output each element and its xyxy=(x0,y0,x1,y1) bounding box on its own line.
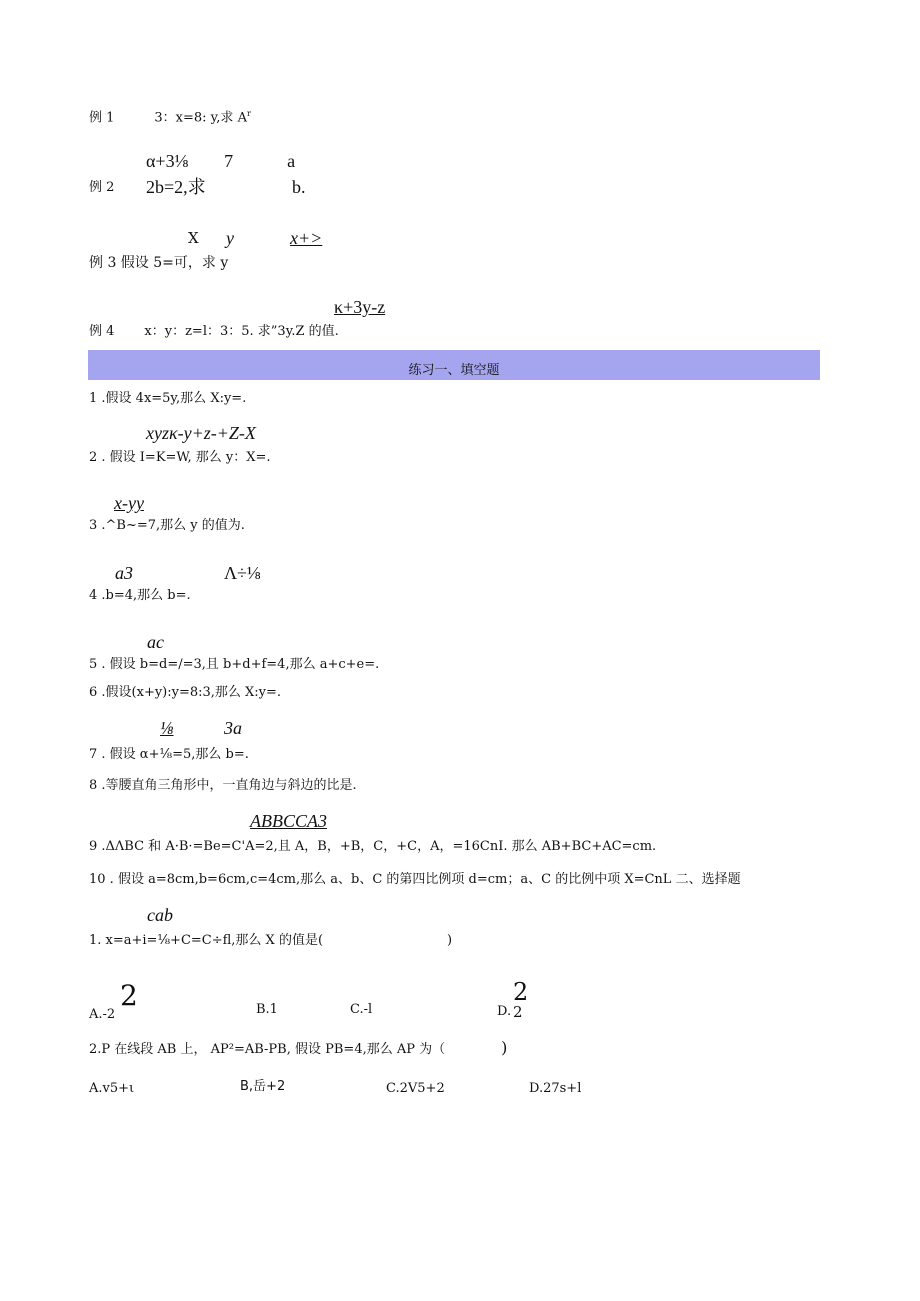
example-4 xyxy=(89,325,339,338)
question-7: 7 . 假设 α+⅛=5,那么 b=. xyxy=(89,747,249,762)
example-4-number: 例 4 xyxy=(89,324,115,339)
question-7-above-a: ⅛ xyxy=(160,718,174,738)
choice-1-option-d-numerator: 2 xyxy=(513,978,529,1006)
choice-1-option-a: A.-2 xyxy=(89,1007,116,1022)
question-9-above: ABBCCA3 xyxy=(250,811,327,831)
example-1-text: 3：x=8: y,求 A xyxy=(154,110,247,126)
question-7-above-b: 3a xyxy=(224,718,242,738)
question-1: 1 .假设 4x=5y,那么 X:y=. xyxy=(89,391,247,406)
question-3-above: x-yy xyxy=(114,493,144,513)
choice-2-option-c: C.2V5+2 xyxy=(386,1081,445,1096)
example-2-text: 2b=2,求 xyxy=(146,177,206,197)
choice-1-text: 1. x=a+i=⅛+C=C÷fl,那么 X 的值是( xyxy=(89,933,324,948)
question-4: 4 .b=4,那么 b=. xyxy=(89,588,191,603)
section-banner xyxy=(88,350,820,380)
question-8: 8 .等腰直角三角形中，一直角边与斜边的比是. xyxy=(89,778,357,793)
choice-1 xyxy=(89,934,452,947)
example-1-number: 例 1 xyxy=(89,110,115,126)
question-2-above: xyzκ-y+z-+Z-X xyxy=(146,423,256,443)
example-3-text: 例 3 假设 5=可，求 y xyxy=(89,255,229,271)
choice-2 xyxy=(89,1040,507,1056)
choice-2-option-b: B,岳+2 xyxy=(240,1079,286,1094)
example-3-above-y: y xyxy=(226,228,234,248)
example-3-above-xplus: x+> xyxy=(290,228,323,248)
example-2 xyxy=(89,181,114,194)
question-4-above-b: Λ÷⅛ xyxy=(224,563,261,583)
choice-1-option-c: C.-l xyxy=(350,1002,373,1017)
choice-1-option-d-denominator: 2 xyxy=(513,1003,523,1021)
choice-1-above: cab xyxy=(147,905,173,925)
question-4-above-a: a3 xyxy=(115,563,133,583)
choice-1-option-d: D. xyxy=(497,1004,512,1019)
example-4-text: x：y：z=l：3：5. 求”3y.Z 的值. xyxy=(144,324,339,339)
choice-1-option-a-big: 2 xyxy=(120,979,138,1012)
choice-2-option-a: A.v5+ι xyxy=(89,1081,135,1096)
example-1 xyxy=(89,110,251,124)
question-10: 10 . 假设 a=8cm,b=6cm,c=4cm,那么 a、b、C 的第四比例项 d=cm；a、C 的比例中项 X=CnL 二、选择题 xyxy=(89,872,741,887)
choice-2-close: ) xyxy=(501,1038,508,1057)
example-3-above-x: X xyxy=(188,229,199,247)
question-5: 5 . 假设 b=d=/=3,且 b+d+f=4,那么 a+c+e=. xyxy=(89,657,380,672)
question-3: 3 .^B~=7,那么 y 的值为. xyxy=(89,518,245,533)
choice-2-text: 2.P 在线段 AB 上， AP²=AB-PB, 假设 PB=4,那么 AP 为（ xyxy=(89,1042,446,1057)
question-6: 6 .假设(x+y):y=8:3,那么 X:y=. xyxy=(89,685,282,700)
question-5-above: ac xyxy=(147,632,164,652)
question-9: 9 .ΔΛBC 和 A·B·=Be=C'A=2,且 A，B，+B，C，+C，A，=16CnI. 那么 AB+BC+AC=cm. xyxy=(89,839,657,854)
question-2: 2 . 假设 I=K=W, 那么 y：X=. xyxy=(89,450,271,465)
example-2-above: α+3⅛ 7 a xyxy=(146,151,296,171)
choice-2-option-d: D.27s+l xyxy=(529,1081,582,1096)
choice-1-option-b: B.1 xyxy=(256,1002,278,1017)
example-2-tail: b. xyxy=(292,177,306,197)
choice-1-close: ) xyxy=(447,933,453,948)
example-4-above: κ+3y-z xyxy=(334,297,386,317)
example-2-number: 例 2 xyxy=(89,180,115,195)
section-banner-title: 练习一、填空题 xyxy=(408,363,500,378)
example-1-sup: r xyxy=(246,109,251,118)
